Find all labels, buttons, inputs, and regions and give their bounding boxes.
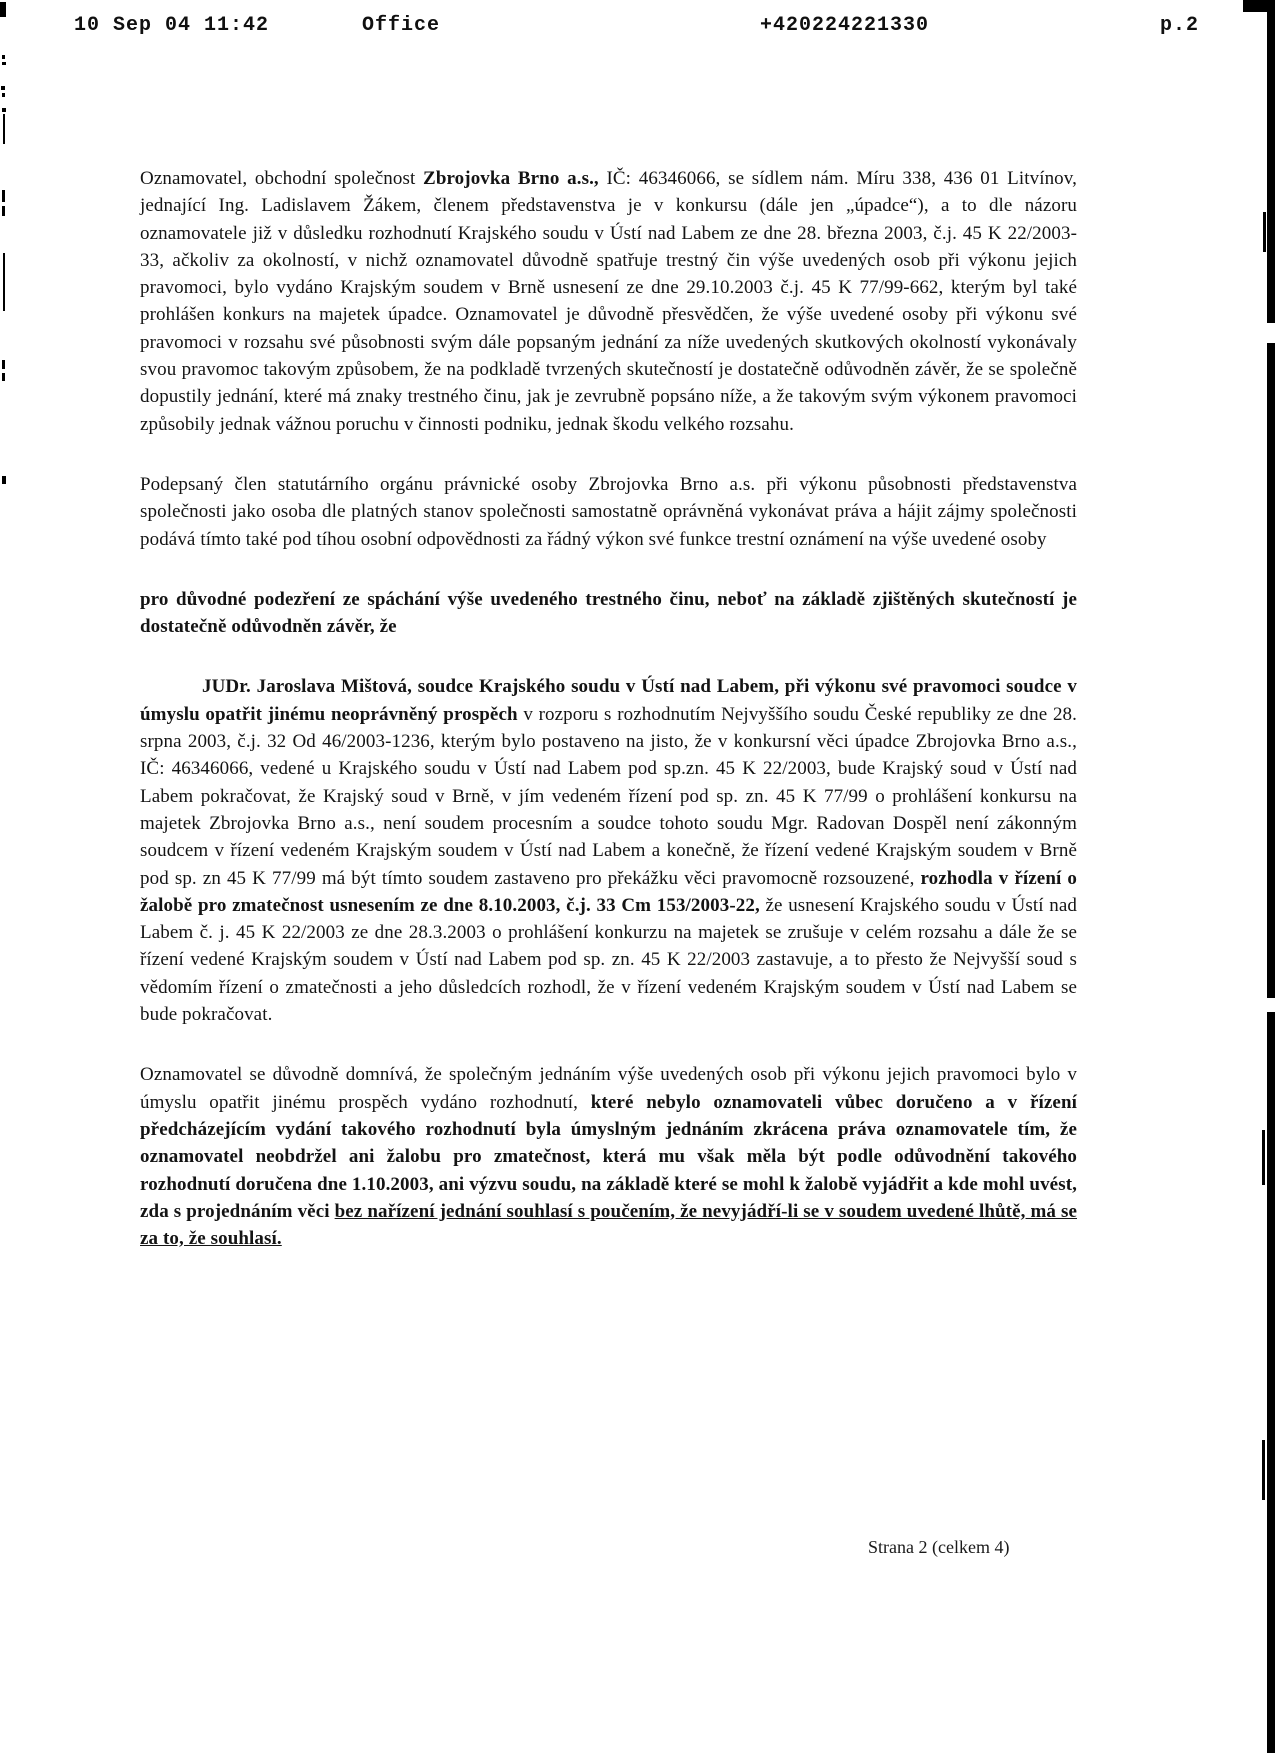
- text-run: Podepsaný člen statutárního orgánu právnické osoby Zbrojovka Brno a.s. při výkonu působnosti představenstva společnosti jako osoba dle platných stanov společnosti samostatně oprávněná vykonávat práva a hájit zájmy společnosti podává tímto také pod tíhou osobní odpovědnosti za řádný výkon své funkce trestní oznámení na výše uvedené osoby: [140, 473, 1077, 550]
- scan-artifact: [3, 114, 5, 144]
- scan-artifact: [1243, 0, 1275, 12]
- scan-artifact: [2, 360, 5, 369]
- scan-artifact: [2, 373, 5, 381]
- scan-artifact: [2, 62, 6, 65]
- scan-artifact: [3, 253, 5, 311]
- fax-sender: Office: [362, 14, 441, 37]
- scan-artifact: [1262, 1130, 1265, 1185]
- text-run: Zbrojovka Brno a.s.,: [423, 168, 607, 189]
- document-body: [140, 165, 1077, 1285]
- scan-artifact: [2, 206, 5, 216]
- text-run: bez nařízení jednání souhlasí s poučením, že nevyjádří-li se v soudem uvedené lhůtě, má se za to, že souhlasí.: [140, 1200, 1078, 1250]
- paragraph-judge-accusation: [140, 673, 1077, 1028]
- fax-page-number: p.2: [1160, 14, 1200, 37]
- scan-artifact: [1, 86, 5, 90]
- paragraph-announcer-belief: [140, 1061, 1077, 1252]
- scan-artifact: [2, 190, 5, 202]
- text-run: které nebylo oznamovateli vůbec doručeno a v řízení předcházejícím vydání takového rozhodnutí byla úmyslným jednáním zkrácena práva oznamovatele tím, že oznamovatel neobdržel ani žalobu pro zmatečnost, která mu však měla být podle odůvodnění takového rozhodnutí doručena dne 1.10.2003, ani výzvu soudu, na základě které se mohl k žalobě vyjádřit a kde mohl uvést, zda s projednáním věci: [140, 1091, 1077, 1222]
- text-run: Oznamovatel se důvodně domnívá, že společným jednáním výše uvedených osob při výkonu jejich pravomoci bylo v úmyslu opatřit jinému prospěch vydáno rozhodnutí,: [140, 1064, 1077, 1113]
- text-run: rozhodla v řízení o žalobě pro zmatečnost usnesením ze dne 8.10.2003, č.j. 33 Cm 153/2003-22,: [140, 867, 1077, 916]
- text-run: že usnesení Krajského soudu v Ústí nad Labem č. j. 45 K 22/2003 ze dne 28.3.2003 o prohlášení konkurzu na majetek se zrušuje v celém rozsahu a dále že se řízení vedené Krajským soudem v Ústí nad Labem pod sp. zn. 45 K 22/2003 zastavuje, a to přesto že Nejvyšší soud s vědomím řízení o zmatečnosti a jeho důsledcích rozhodl, že v řízení vedeném Krajským soudem v Ústí nad Labem se bude pokračovat.: [140, 894, 1078, 1026]
- paragraph-announcer-intro: [140, 165, 1077, 438]
- scan-artifact: [2, 108, 6, 112]
- fax-phone-number: +420224221330: [760, 14, 930, 37]
- paragraph-suspicion-heading: [140, 586, 1077, 641]
- text-run: IČ: 46346066, se sídlem nám. Míru 338, 436 01 Litvínov, jednající Ing. Ladislavem Žákem, členem představenstva je v konkursu (dále jen „úpadce“), a to dle názoru oznamovatele již v důsledku rozhodnutí Krajského soudu v Ústí nad Labem ze dne 28. března 2003, č.j. 45 K 22/2003-33, ačkoliv za okolností, v nichž oznamovatel důvodně spatřuje trestný čin výše uvedených osob při výkonu jejich pravomoci, bylo vydáno Krajským soudem v Brně usnesení ze dne 29.10.2003 č.j. 45 K 77/99-662, kterým byl také prohlášen konkurs na majetek úpadce. Oznamovatel je důvodně přesvědčen, že výše uvedené osoby při výkonu své pravomoci v rozsahu své působnosti svým dále popsaným jednání za níže uvedených skutkových okolností vykonávaly svou pravomoc takovým způsobem, že na podkladě tvrzených skutečností je dostatečně odůvodněn závěr, že se společně dopustily jednání, které má znaky trestného činu, jak je zevrubně popsáno níže, a že takovým svým výkonem pravomoci způsobily jednak vážnou poruchu v činnosti podniku, jednak škodu velkého rozsahu.: [140, 168, 1077, 435]
- scan-artifact: [2, 476, 6, 484]
- text-run: JUDr. Jaroslava Mištová, soudce Krajského soudu v Ústí nad Labem, při výkonu své pravomoci soudce v úmyslu opatřit jinému neoprávněný prospěch: [140, 676, 1077, 725]
- fax-datetime: 10 Sep 04 11:42: [74, 14, 270, 37]
- scan-artifact: [2, 93, 5, 97]
- scan-artifact: [1267, 12, 1275, 323]
- page-footer: Strana 2 (celkem 4): [868, 1537, 1010, 1557]
- scan-artifact: [1267, 343, 1275, 998]
- scan-artifact: [1267, 1012, 1275, 1753]
- fax-header: [0, 14, 1275, 48]
- scan-artifact: [2, 55, 5, 59]
- text-run: v rozporu s rozhodnutím Nejvyššího soudu České republiky ze dne 28. srpna 2003, č.j. 32 Od 46/2003-1236, kterým bylo postaveno na jisto, že v konkursní věci úpadce Zbrojovka Brno a.s., IČ: 46346066, vedené u Krajského soudu v Ústí nad Labem pod sp.zn. 45 K 22/2003, bude Krajský soud v Ústí nad Labem pokračovat, že Krajský soud v Brně, v jím vedeném řízení pod sp. zn. 45 K 77/99 o prohlášení konkursu na majetek Zbrojovka Brno a.s., není soudem procesním a soudce tohoto soudu Mgr. Radovan Dospěl není zákonným soudcem v řízení vedeném Krajským soudem v Ústí nad Labem a konečně, že řízení vedené Krajským soudem v Brně pod sp. zn 45 K 77/99 má být tímto soudem zastaveno pro překážku věci pravomocně rozsouzené,: [140, 703, 1077, 889]
- scan-artifact: [0, 2, 6, 17]
- text-run: Oznamovatel, obchodní společnost: [140, 168, 424, 189]
- scan-artifact: [1263, 212, 1266, 252]
- scan-artifact: [1262, 1440, 1265, 1500]
- paragraph-signatory: [140, 471, 1077, 553]
- text-run: pro důvodné podezření ze spáchání výše uvedeného trestného činu, neboť na základě zjištěných skutečností je dostatečně odůvodněn závěr, že: [140, 588, 1077, 638]
